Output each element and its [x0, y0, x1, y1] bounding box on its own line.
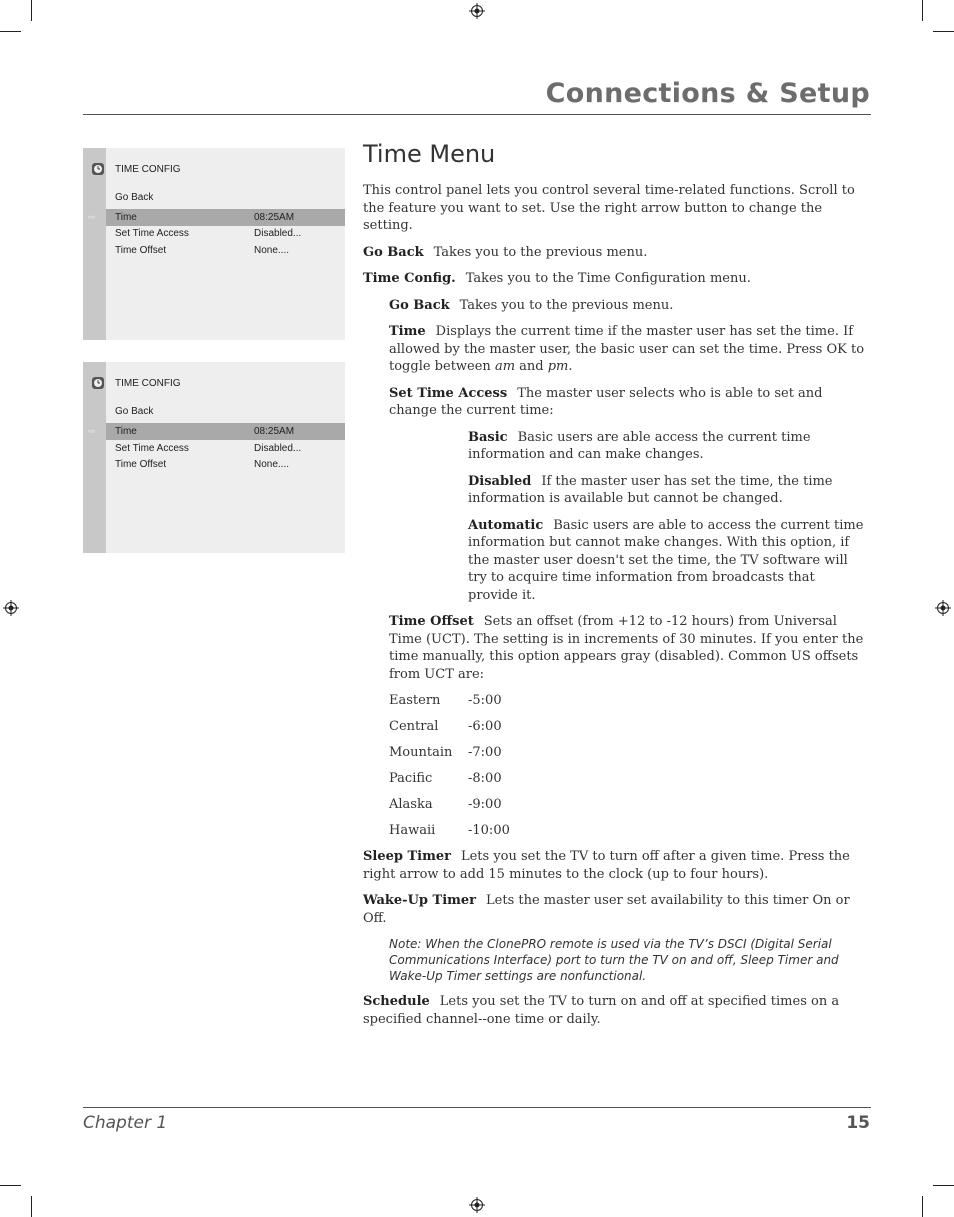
- time-config-menu-screenshot: [83, 362, 345, 553]
- term: Set Time Access: [389, 385, 508, 401]
- description: Basic users are able to access the current time information but cannot make changes. With this option, if the master user doesn't set the time, the TV software will try to acquire time information from broadcasts that provide it.: [468, 517, 864, 603]
- description: Lets you set the TV to turn off after a given time. Press the right arrow to add 15 minutes to the clock (up to four hours).: [363, 849, 850, 882]
- menu-item-label: Time: [115, 426, 137, 437]
- menu-item-time-offset[interactable]: [106, 242, 345, 259]
- page-header-title: Connections & Setup: [545, 78, 870, 109]
- time-config-entry: [363, 270, 868, 288]
- term: Schedule: [363, 994, 430, 1009]
- offset: -7:00: [468, 745, 502, 760]
- offset-row: [389, 718, 868, 735]
- crop-mark: [933, 1185, 954, 1186]
- description: Takes you to the Time Configuration menu.: [465, 271, 751, 286]
- zone: Hawaii: [389, 823, 436, 838]
- menu-item-set-time-access[interactable]: [106, 440, 345, 457]
- description: Takes you to the previous menu.: [433, 244, 648, 260]
- header-rule: [83, 114, 871, 115]
- term: Time Offset: [389, 614, 474, 629]
- description: If the master user has set the time, the time information is available but cannot be changed.: [468, 473, 833, 506]
- description: The master user selects who is able to set and change the current time:: [389, 385, 823, 418]
- main-content: [363, 140, 868, 1037]
- basic-option: [468, 429, 868, 464]
- menu-item-value: None....: [254, 245, 290, 256]
- right-arrow-icon: ⇨: [88, 426, 96, 436]
- set-time-access-entry: [389, 385, 868, 420]
- registration-mark-icon: [469, 1197, 485, 1213]
- offset: -10:00: [468, 823, 510, 838]
- schedule-entry: [363, 993, 868, 1028]
- term: Time Config.: [363, 271, 456, 286]
- time-config-menu-screenshot: [83, 148, 345, 340]
- menu-item-time-offset[interactable]: [106, 456, 345, 473]
- offset-row: [389, 796, 868, 813]
- period: .: [568, 359, 573, 374]
- intro-paragraph: This control panel lets you control several time-related functions. Scroll to the feature you want to set. Use the right arrow button to change the setting.: [363, 183, 855, 233]
- clock-icon: [91, 376, 105, 390]
- right-arrow-icon: ⇨: [88, 212, 96, 222]
- and-text: and: [515, 359, 548, 374]
- note: Note: When the ClonePRO remote is used via the TV’s DSCI (Digital Serial Communications Interface) port to turn the TV on and off, Sleep Timer and Wake-Up Timer settings are nonfunctional.: [389, 937, 839, 983]
- crop-mark: [0, 1185, 21, 1186]
- zone: Mountain: [389, 745, 453, 760]
- menu-item-label: Go Back: [115, 406, 154, 417]
- zone: Pacific: [389, 771, 433, 786]
- clock-icon: [91, 162, 105, 176]
- offset: -9:00: [468, 797, 502, 812]
- section-heading: Time Menu: [363, 140, 496, 168]
- crop-mark: [0, 31, 21, 32]
- crop-mark: [31, 0, 32, 21]
- crop-mark: [933, 31, 954, 32]
- offset: -6:00: [468, 719, 502, 734]
- menu-item-label: Time: [115, 212, 137, 223]
- am-text: am: [494, 359, 516, 374]
- chapter-label: Chapter 1: [83, 1113, 168, 1133]
- pm-text: pm: [547, 359, 569, 374]
- menu-title: TIME CONFIG: [115, 164, 181, 175]
- automatic-option: [468, 517, 868, 605]
- menu-item-value: 08:25AM: [254, 426, 295, 437]
- term: Go Back: [363, 244, 424, 260]
- offset: -8:00: [468, 771, 502, 786]
- wake-up-timer-entry: [363, 892, 868, 927]
- description: Displays the current time if the master user has set the time. If allowed by the master user, the basic user can set the time. Press OK to toggle between: [389, 324, 865, 374]
- go-back-subentry: [389, 297, 868, 315]
- description: Takes you to the previous menu.: [459, 297, 674, 313]
- term: Sleep Timer: [363, 849, 451, 864]
- description: Lets you set the TV to turn on and off at specified times on a specified channel--one time or daily.: [363, 994, 840, 1027]
- zone: Central: [389, 719, 439, 734]
- page-number: 15: [846, 1113, 870, 1133]
- menu-item-go-back[interactable]: [106, 403, 345, 420]
- term: Time: [389, 324, 426, 339]
- term: Disabled: [468, 473, 532, 489]
- crop-mark: [922, 1196, 923, 1217]
- offset-row: [389, 822, 868, 839]
- menu-sidebar: [83, 362, 106, 553]
- description: Lets the master user set availability to this timer On or Off.: [363, 893, 850, 926]
- menu-item-value: 08:25AM: [254, 212, 295, 223]
- menu-title: TIME CONFIG: [115, 378, 181, 389]
- offset: -5:00: [468, 693, 502, 708]
- go-back-entry: [363, 244, 868, 262]
- menu-item-label: Go Back: [115, 192, 154, 203]
- disabled-option: [468, 473, 868, 508]
- description: Basic users are able access the current time information and can make changes.: [468, 429, 811, 462]
- time-offset-entry: [389, 613, 868, 683]
- description: Sets an offset (from +12 to -12 hours) from Universal Time (UCT). The setting is in increments of 30 minutes. If you enter the time manually, this option appears gray (disabled). Common US offsets from UCT are:: [389, 614, 864, 682]
- offset-list: [363, 692, 868, 839]
- menu-item-value: Disabled...: [254, 443, 302, 454]
- term: Go Back: [389, 297, 450, 313]
- menu-sidebar: [83, 148, 106, 340]
- registration-mark-icon: [3, 600, 19, 616]
- menu-item-go-back[interactable]: [106, 189, 345, 206]
- zone: Eastern: [389, 693, 441, 708]
- term: Wake-Up Timer: [363, 893, 477, 908]
- term: Basic: [468, 429, 508, 445]
- menu-item-label: Time Offset: [115, 459, 167, 470]
- offset-row: [389, 770, 868, 787]
- registration-mark-icon: [469, 3, 485, 19]
- menu-item-value: Disabled...: [254, 228, 302, 239]
- time-entry: [389, 323, 868, 376]
- zone: Alaska: [389, 797, 433, 812]
- menu-item-label: Time Offset: [115, 245, 167, 256]
- offset-row: [389, 692, 868, 709]
- crop-mark: [922, 0, 923, 21]
- menu-item-set-time-access[interactable]: [106, 225, 345, 242]
- registration-mark-icon: [935, 600, 951, 616]
- sleep-timer-entry: [363, 848, 868, 883]
- offset-row: [389, 744, 868, 761]
- menu-item-label: Set Time Access: [115, 228, 189, 239]
- menu-item-label: Set Time Access: [115, 443, 189, 454]
- term: Automatic: [468, 517, 544, 533]
- crop-mark: [31, 1196, 32, 1217]
- menu-item-value: None....: [254, 459, 290, 470]
- menu-item-time[interactable]: [88, 209, 345, 226]
- footer-rule: [83, 1107, 871, 1108]
- menu-item-time[interactable]: [88, 423, 345, 440]
